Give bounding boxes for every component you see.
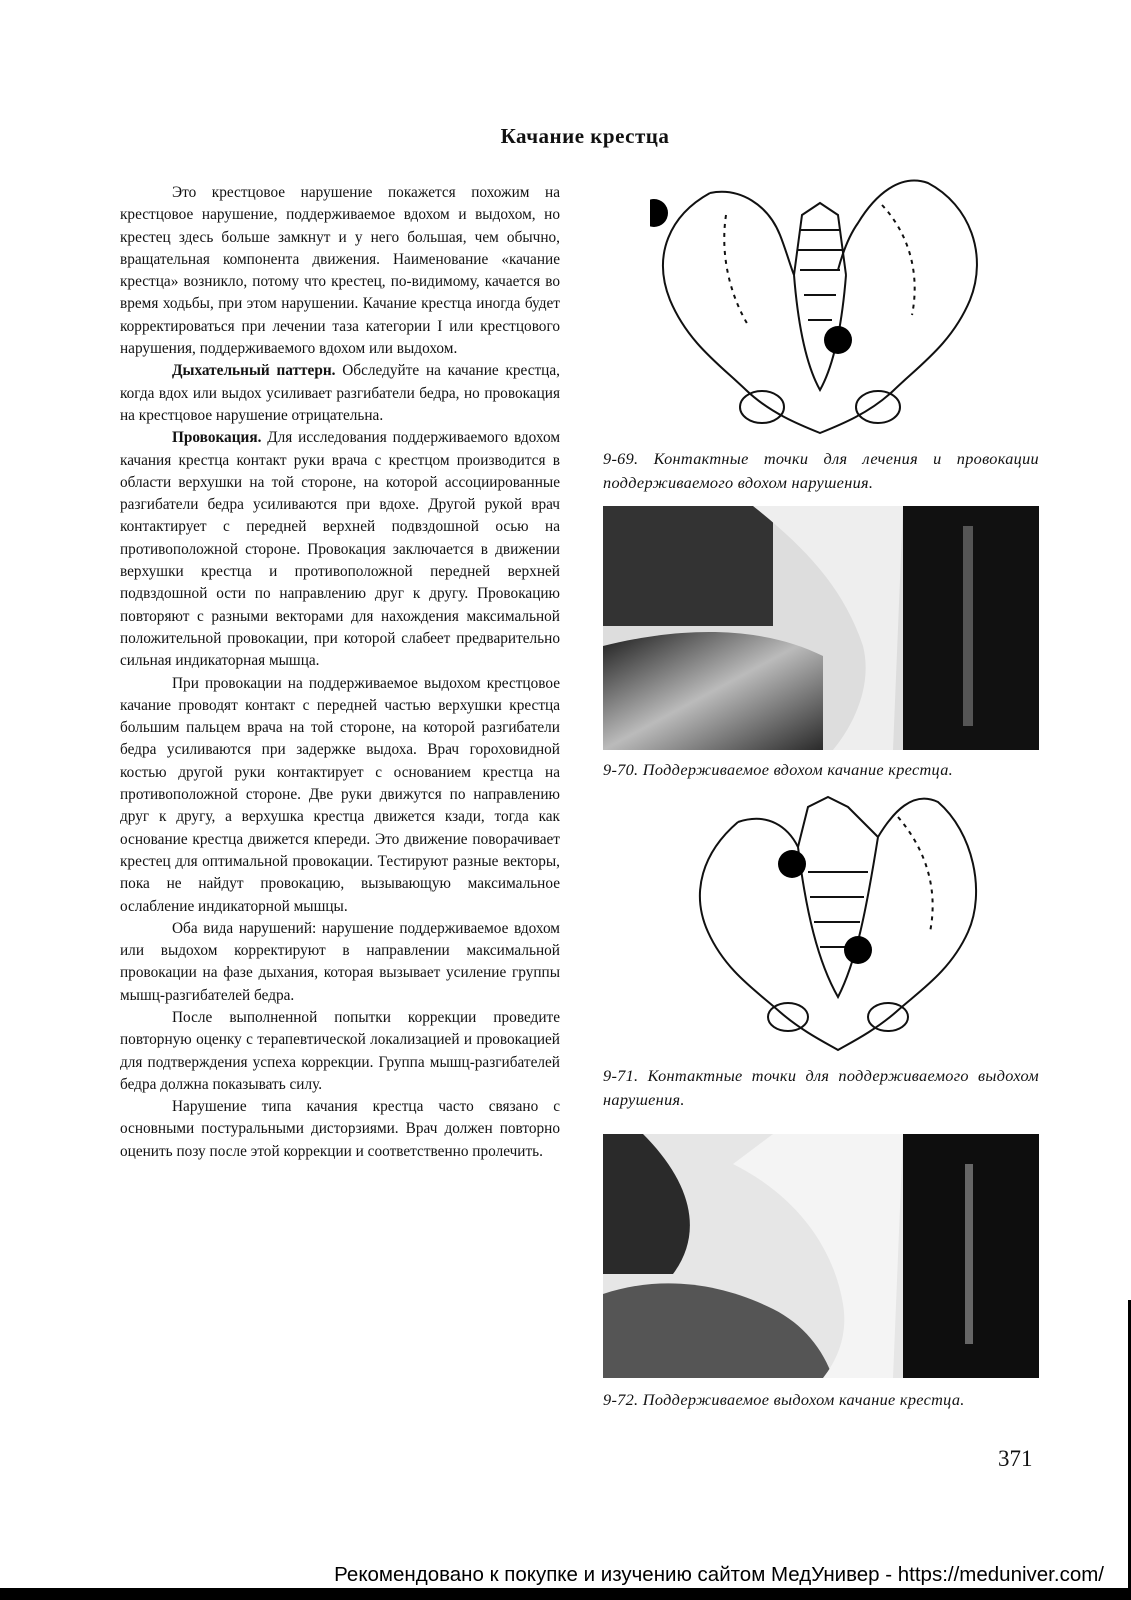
paragraph: Это крестцовое нарушение покажется похожим на крестцовое нарушение, поддерживаемое вдохом и выдохом, но крестец здесь больше замкнут и у него большая, чем обычно, вращательная компонента движения. Наименование «качание крестца» возникло, потому что крестец, по-видимому, качается во время ходьбы, при этом нарушении. Качание крестца иногда будет корректироваться при лечении таза категории I или крестцового нарушения, поддерживаемого вдохом или выдохом. [120,184,560,358]
figure-pelvis-inhalation [650,175,990,447]
photo-placeholder [603,506,1039,750]
paragraph: При провокации на поддерживаемое выдохом крестцовое качание проводят контакт с передней частью верхушки крестца большим пальцем врача на той стороне, на которой разгибатели бедра усиливаются при задержке выдоха. Врач гороховидной костью другой руки контактирует с основанием крестца на противоположной стороне. Две руки движутся по направлению друг к другу, а верхушка крестца движется кзади, тогда как основание крестца движется кпереди. Это движение поворачивает крестец для оптимальной провокации. Тестируют разные векторы, пока не найдут провокацию, вызывающую максимальное ослабление индикаторной мышцы. [120,674,560,915]
page-number: 371 [998,1446,1033,1471]
contact-point-marker [650,199,668,227]
figure-photo-exhalation [603,1134,1039,1378]
paragraph: Провокация. Для исследования поддерживаемого вдохом качания крестца контакт руки врача с крестцом производится в области верхушки на той стороне, на которой ассоциированные разгибатели бедра усиливаются при вдохе. Другой рукой врач контактирует с передней верхней подвздошной осью на противоположной стороне. Провокация заключается в движении верхушки крестца и противоположной передней верхней подвздошной ости по направлению друг к другу. Провокацию повторяют с разными векторами для нахождения максимальной положительной провокации, при которой слабеет предварительно сильная индикаторная мышца. [120,429,560,670]
paragraph: После выполненной попытки коррекции проведите повторную оценку с терапевтической локализацией и провокацией для подтверждения успеха коррекции. Группа мышц-разгибателей бедра должна показывать силу. [120,1008,560,1093]
figure-caption: 9-72. Поддерживаемое выдохом качание крестца. [603,1390,965,1409]
pelvis-drawing [650,175,990,447]
figure-photo-inhalation [603,506,1039,750]
figure-pelvis-exhalation [688,792,988,1054]
footer-recommendation: Рекомендовано к покупке и изучению сайтом МедУнивер - https://meduniver.com/ [334,1563,1104,1586]
figure-caption: 9-69. Контактные точки для лечения и провокации поддерживаемого вдохом нарушения. [603,449,1039,492]
paragraph: Дыхательный паттерн. Обследуйте на качание крестца, когда вдох или выдох усиливает разгибатели бедра, но провокация на крестцовое нарушение отрицательна. [120,362,560,424]
body-text-column [120,182,560,1163]
page-title: Качание крестца [500,124,670,148]
photo-placeholder [603,1134,1039,1378]
bottom-rule [0,1588,1131,1600]
figure-caption: 9-70. Поддерживаемое вдохом качание крестца. [603,760,954,779]
paragraph: Нарушение типа качания крестца часто связано с основными постуральными дисторзиями. Врач должен повторно оценить позу после этой коррекции и соответственно пролечить. [120,1098,560,1160]
contact-point-marker [844,936,872,964]
pelvis-drawing [688,792,988,1054]
contact-point-marker [778,850,806,878]
figure-caption: 9-71. Контактные точки для поддерживаемого выдохом нарушения. [603,1066,1039,1109]
contact-point-marker [824,326,852,354]
paragraph: Оба вида нарушений: нарушение поддерживаемое вдохом или выдохом корректируют в направлении максимальной провокации на фазе дыхания, которая вызывает усиление группы мышц-разгибателей бедра. [120,919,560,1004]
